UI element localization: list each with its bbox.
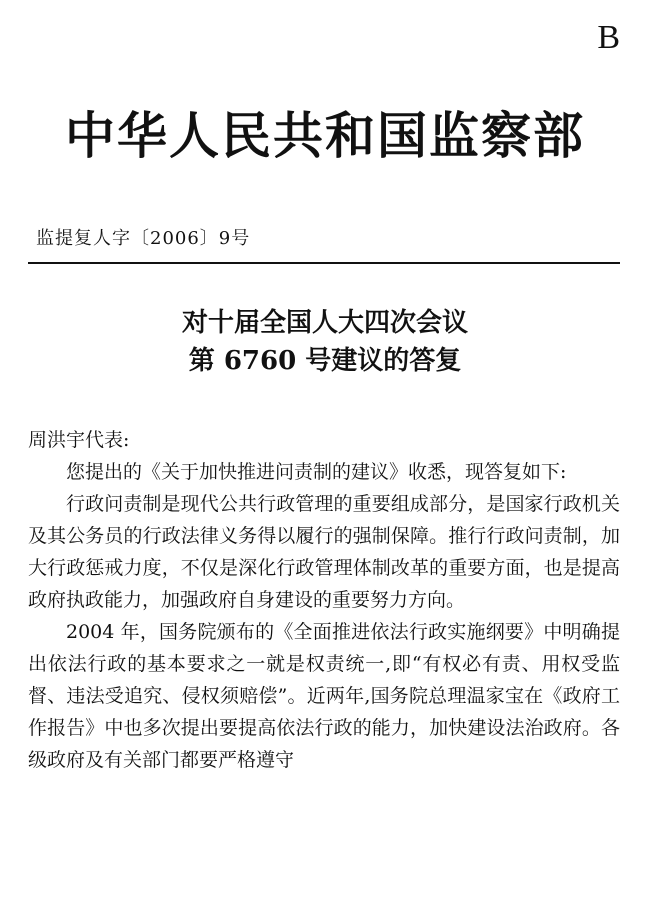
salutation: 周洪宇代表:: [28, 429, 130, 451]
reply-title-line-1: 对十届全国人大四次会议: [181, 308, 468, 338]
paragraph-accountability: 行政问责制是现代公共行政管理的重要组成部分，是国家行政机关及其公务员的行政法律义务得以履行的强制保障。推行行政问责制，加大行政惩戒力度，不仅是深化行政管理体制改革的重要方面，也是提高政府执政能力，加强政府自身建设的重要努力方向。: [28, 493, 620, 611]
issuer-title: 中华人民共和国监察部: [65, 107, 585, 165]
header-separator-line: [28, 262, 620, 264]
document-number: 监提复人字〔2006〕9号: [36, 228, 251, 249]
reply-title-line-2: 第 6760 号建议的答复: [188, 346, 462, 376]
letter-body: [28, 424, 620, 776]
paragraph-acknowledgement: 您提出的《关于加快推进问责制的建议》收悉，现答复如下:: [66, 461, 567, 483]
paragraph-2004-outline: 2004 年，国务院颁布的《全面推进依法行政实施纲要》中明确提出依法行政的基本要求之一就是权责统一,即“有权必有责、用权受监督、违法受追究、侵权须赔偿”。近两年,国务院总理温家宝在《政府工作报告》中也多次提出要提高依法行政的能力，加快建设法治政府。各级政府及有关部门都要严格遵守: [28, 621, 620, 771]
corner-mark: B: [597, 19, 620, 56]
reply-title: [0, 304, 650, 380]
